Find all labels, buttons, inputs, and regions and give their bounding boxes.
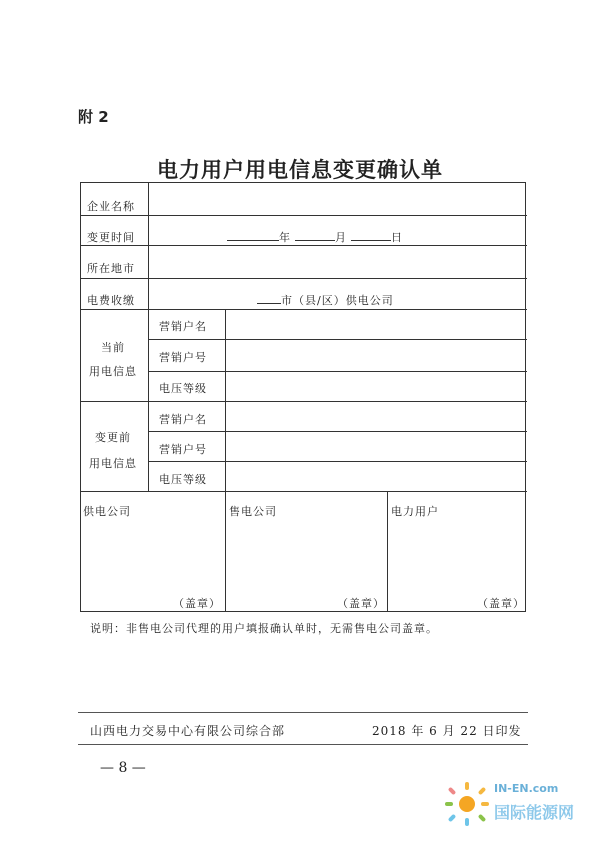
month-unit: 月 [335, 231, 347, 244]
before-account-no-label: 营销户号 [159, 443, 207, 456]
footer-top-rule [78, 712, 528, 713]
location-label: 所在地市 [87, 262, 135, 275]
attachment-label: 附 2 [78, 108, 109, 126]
month-blank[interactable] [295, 228, 335, 241]
current-account-no-label: 营销户号 [159, 351, 207, 364]
row-divider [81, 491, 527, 492]
footer-organization: 山西电力交易中心有限公司综合部 [90, 724, 286, 738]
column-divider [148, 183, 149, 491]
row-divider [148, 431, 527, 432]
year-unit: 年 [279, 231, 291, 244]
company-name-label: 企业名称 [87, 200, 135, 213]
fee-collection-suffix: 市（县/区）供电公司 [281, 294, 394, 307]
power-user-label: 电力用户 [391, 505, 439, 518]
column-divider [225, 491, 226, 612]
fee-collection-label: 电费收缴 [87, 294, 135, 307]
row-divider [148, 339, 527, 340]
confirmation-form-table [80, 182, 526, 612]
row-divider [148, 371, 527, 372]
column-divider [225, 309, 226, 491]
before-group-line1: 变更前 [95, 431, 131, 444]
column-divider [387, 491, 388, 612]
supply-seal-label: （盖章） [173, 597, 221, 610]
current-group-line1: 当前 [101, 341, 125, 354]
fee-collection-value [257, 291, 394, 308]
current-group-line2: 用电信息 [89, 365, 137, 378]
change-time-value [227, 228, 403, 245]
watermark-logo [440, 770, 590, 840]
sales-seal-label: （盖章） [337, 597, 385, 610]
change-time-label: 变更时间 [87, 231, 135, 244]
form-note: 说明：非售电公司代理的用户填报确认单时，无需售电公司盖章。 [90, 622, 438, 635]
before-account-name-label: 营销户名 [159, 413, 207, 426]
year-blank[interactable] [227, 228, 279, 241]
day-unit: 日 [391, 231, 403, 244]
watermark-domain: IN-EN.com [494, 782, 559, 795]
before-group-line2: 用电信息 [89, 457, 137, 470]
current-account-name-label: 营销户名 [159, 320, 207, 333]
footer-bottom-rule [78, 744, 528, 745]
form-title: 电力用户用电信息变更确认单 [157, 158, 443, 182]
before-voltage-label: 电压等级 [159, 473, 207, 486]
footer-issue-date: 2018 年 6 月 22 日印发 [372, 724, 522, 738]
day-blank[interactable] [351, 228, 391, 241]
row-divider [148, 461, 527, 462]
user-seal-label: （盖章） [477, 597, 525, 610]
watermark-name: 国际能源网 [494, 803, 575, 822]
page-number: — 8 — [100, 760, 146, 776]
city-blank[interactable] [257, 291, 281, 304]
supply-company-label: 供电公司 [83, 505, 131, 518]
current-voltage-label: 电压等级 [159, 382, 207, 395]
sales-company-label: 售电公司 [229, 505, 277, 518]
